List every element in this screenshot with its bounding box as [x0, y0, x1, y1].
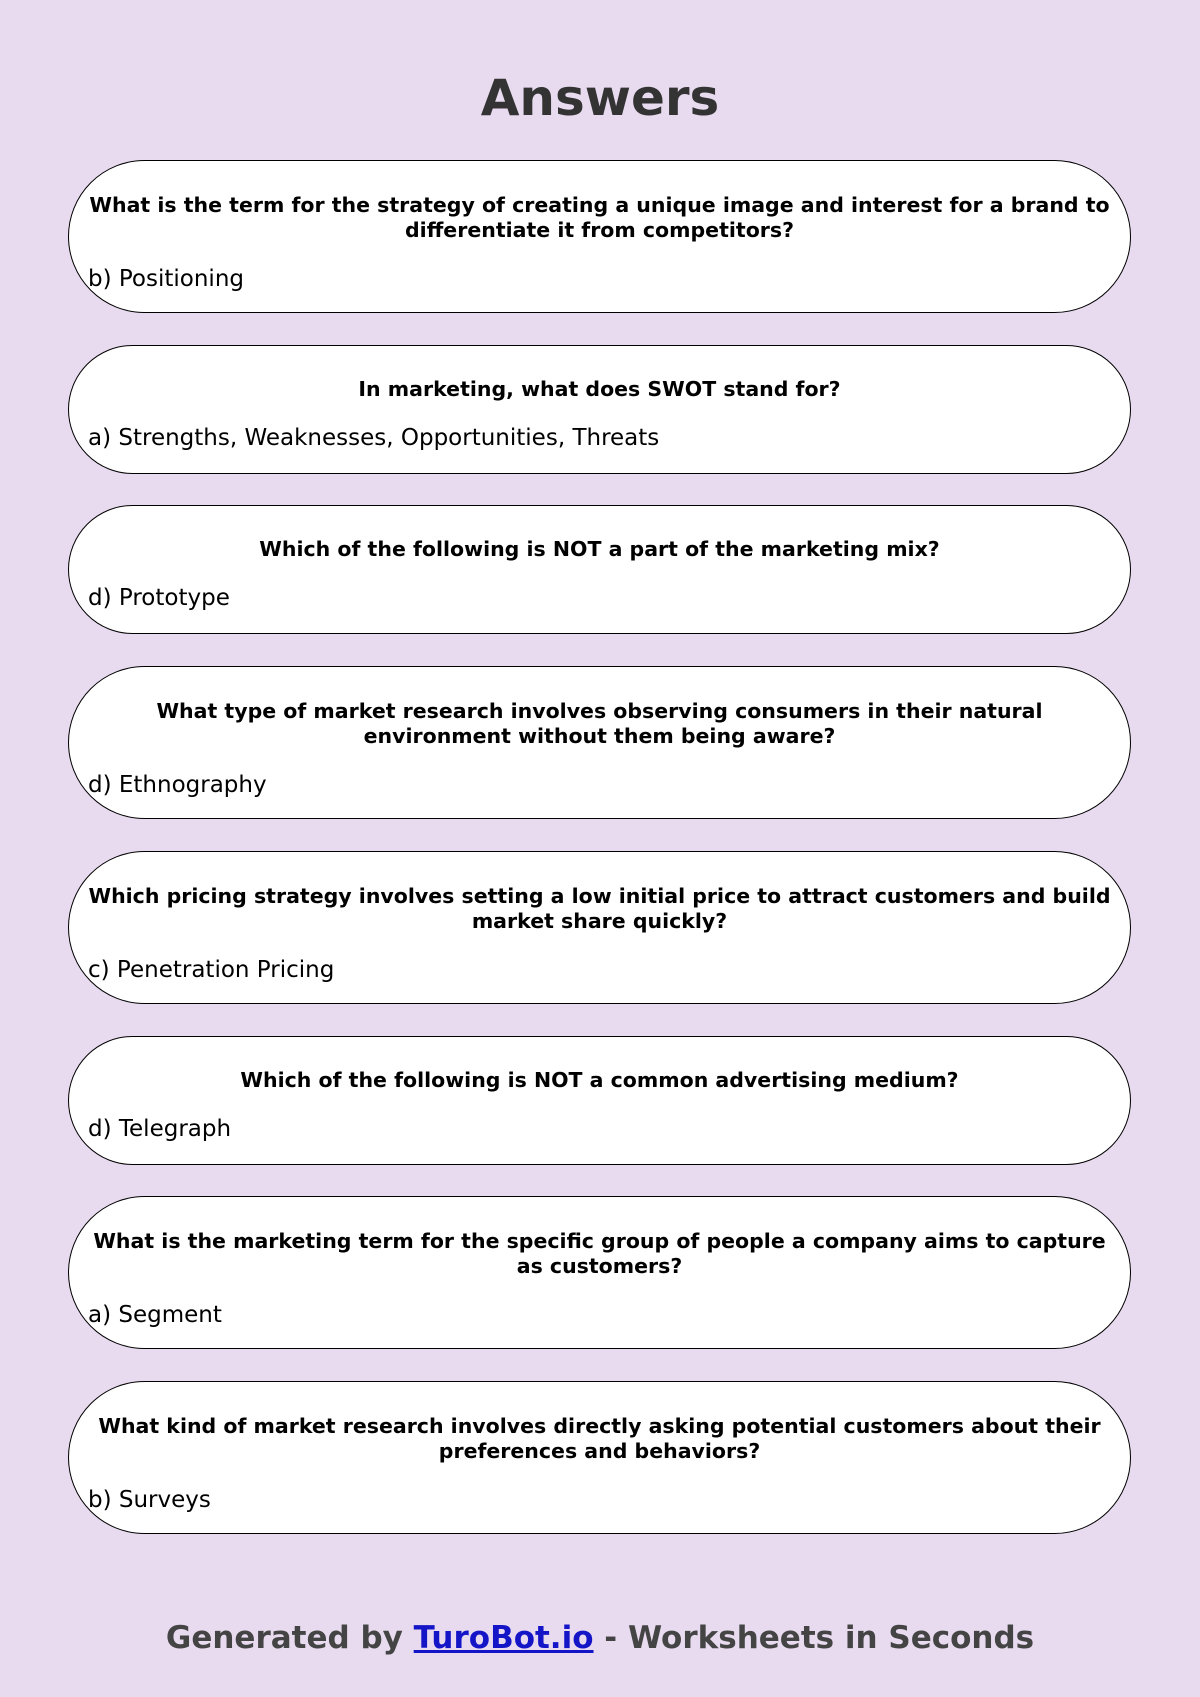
footer-prefix: Generated by [165, 1620, 414, 1656]
answer-card [68, 1036, 1131, 1165]
answer-text: d) Prototype [88, 585, 230, 611]
answer-text: a) Strengths, Weaknesses, Opportunities, Threats [88, 425, 660, 451]
answer-card [68, 666, 1131, 819]
answer-card [68, 1196, 1131, 1349]
question-text: Which of the following is NOT a part of the marketing mix? [259, 537, 940, 561]
answer-text: d) Ethnography [88, 772, 267, 798]
question-text: What is the marketing term for the specific group of people a company aims to capture as customers? [93, 1229, 1106, 1278]
answer-text: b) Surveys [88, 1487, 211, 1513]
answer-card [68, 1381, 1131, 1534]
answer-text: d) Telegraph [88, 1116, 232, 1142]
answer-card [68, 851, 1131, 1004]
answer-card [68, 505, 1131, 634]
question-text: Which of the following is NOT a common advertising medium? [240, 1068, 959, 1092]
question-text: Which pricing strategy involves setting a low initial price to attract customers and build market share quickly? [88, 884, 1111, 933]
answer-text: c) Penetration Pricing [88, 957, 335, 983]
question-text: What type of market research involves observing consumers in their natural environment without them being aware? [156, 699, 1043, 748]
answer-text: a) Segment [88, 1302, 222, 1328]
answer-card [68, 160, 1131, 313]
footer [0, 1618, 1200, 1658]
question-text: What is the term for the strategy of creating a unique image and interest for a brand to differentiate it from competitors? [89, 193, 1110, 242]
question-text: In marketing, what does SWOT stand for? [358, 377, 841, 401]
question-text: What kind of market research involves directly asking potential customers about their preferences and behaviors? [98, 1414, 1101, 1463]
turobot-link[interactable]: TuroBot.io [413, 1620, 594, 1656]
answer-text: b) Positioning [88, 266, 245, 292]
page-title: Answers [480, 69, 720, 127]
footer-suffix: - Worksheets in Seconds [593, 1620, 1035, 1656]
answer-card [68, 345, 1131, 474]
